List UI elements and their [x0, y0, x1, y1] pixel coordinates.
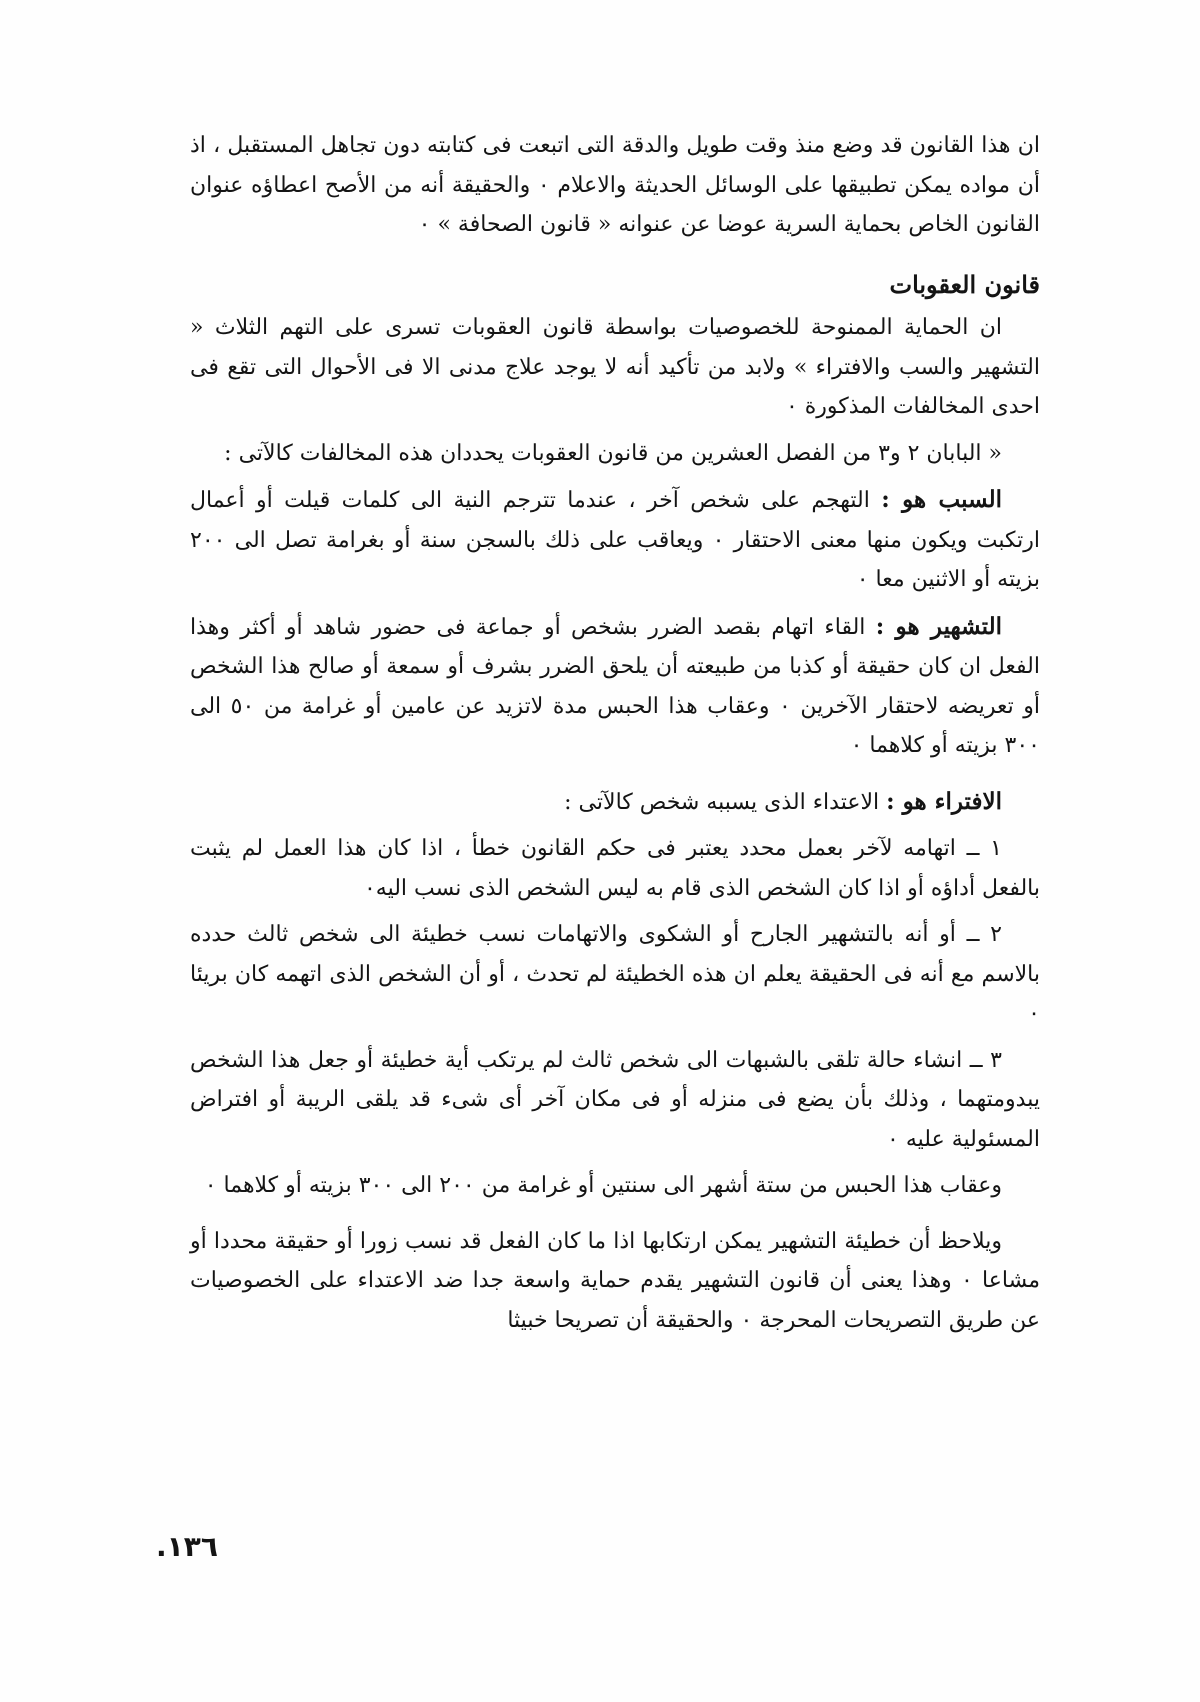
slander-item-1: ١ ــ اتهامه لآخر بعمل محدد يعتبر فى حكم القانون خطأ ، اذا كان هذا العمل لم يثبت بالفعل أداؤه أو اذا كان الشخص الذى قام به ليس الشخص الذى نسب اليه٠: [190, 836, 1040, 901]
page-body: [190, 126, 1040, 1340]
penalty-paragraph: وعقاب هذا الحبس من ستة أشهر الى سنتين أو غرامة من ٢٠٠ الى ٣٠٠ بزيته أو كلاهما ٠: [204, 1173, 1002, 1198]
insult-term: السبب هو :: [881, 486, 1002, 513]
intro-paragraph: ان هذا القانون قد وضع منذ وقت طويل والدقة التى اتبعت فى كتابته دون تجاهل المستقبل ، اذ أن مواده يمكن تطبيقها على الوسائل الحديثة والاعلام ٠ والحقيقة أنه من الأصح اعطاؤه عنوان القانون الخاص بحماية السرية عوضا عن عنوانه « قانون الصحافة » ٠: [190, 133, 1040, 237]
section-heading: قانون العقوبات: [889, 269, 1040, 299]
defamation-text: القاء اتهام بقصد الضرر بشخص أو جماعة فى حضور شاهد أو أكثر وهذا الفعل ان كان حقيقة أو كذبا من طبيعته أن يلحق الضرر بشرف أو سمعة أو صالح هذا الشخص أو تعريضه لاحتقار الآخرين ٠ وعقاب هذا الحبس مدة لاتزيد عن عامين أو غرامة من ٥٠ الى ٣٠٠ بزيته أو كلاهما ٠: [190, 614, 1041, 758]
slander-item-3: ٣ ــ انشاء حالة تلقى بالشبهات الى شخص ثالث لم يرتكب أية خطيئة أو جعل هذا الشخص يبدومتهما ، وذلك بأن يضع فى منزله أو فى مكان آخر أى شىء قد يلقى الريبة أو افتراض المسئولية عليه ٠: [190, 1047, 1040, 1152]
insult-definition: [190, 480, 1040, 600]
slander-text: الاعتداء الذى يسببه شخص كالآتى :: [564, 789, 880, 815]
slander-item-2: ٢ ــ أو أنه بالتشهير الجارح أو الشكوى والاتهامات نسب خطيئة الى شخص ثالث حدده بالاسم مع أنه فى الحقيقة يعلم ان هذه الخطيئة لم تحدث ، أو أن الشخص الذى اتهمه كان بريئا ٠: [190, 922, 1040, 1026]
defamation-definition: [190, 607, 1040, 766]
slander-term: الافتراء هو :: [886, 787, 1002, 815]
insult-text: التهجم على شخص آخر ، عندما تترجم النية الى كلمات قيلت أو أعمال ارتكبت ويكون منها معنى الاحتقار ٠ ويعاقب على ذلك بالسجن سنة أو بغرامة تصل الى ٢٠٠ بزيته أو الاثنين معا ٠: [190, 488, 1040, 592]
chapters-paragraph: « البابان ٢ و٣ من الفصل العشرين من قانون العقوبات يحددان هذه المخالفات كالآتى :: [224, 440, 1002, 466]
observation-paragraph: ويلاحظ أن خطيئة التشهير يمكن ارتكابها اذا ما كان الفعل قد نسب زورا أو حقيقة محددا أو مشاعا ٠ وهذا يعنى أن قانون التشهير يقدم حماية واسعة جدا ضد الاعتداء على الخصوصيات عن طريق التصريحات المحرجة ٠ والحقيقة أن تصريحا خبيثا: [190, 1228, 1041, 1333]
slander-definition: [190, 782, 1040, 823]
protection-paragraph: ان الحماية الممنوحة للخصوصيات بواسطة قانون العقوبات تسرى على التهم الثلاث « التشهير والسب والافتراء » ولابد من تأكيد أنه لا يوجد علاج مدنى الا فى الأحوال التى تقع فى احدى المخالفات المذكورة ٠: [190, 315, 1040, 419]
defamation-term: التشهير هو :: [875, 612, 1002, 640]
page-number: ١٣٦.: [156, 1530, 218, 1563]
